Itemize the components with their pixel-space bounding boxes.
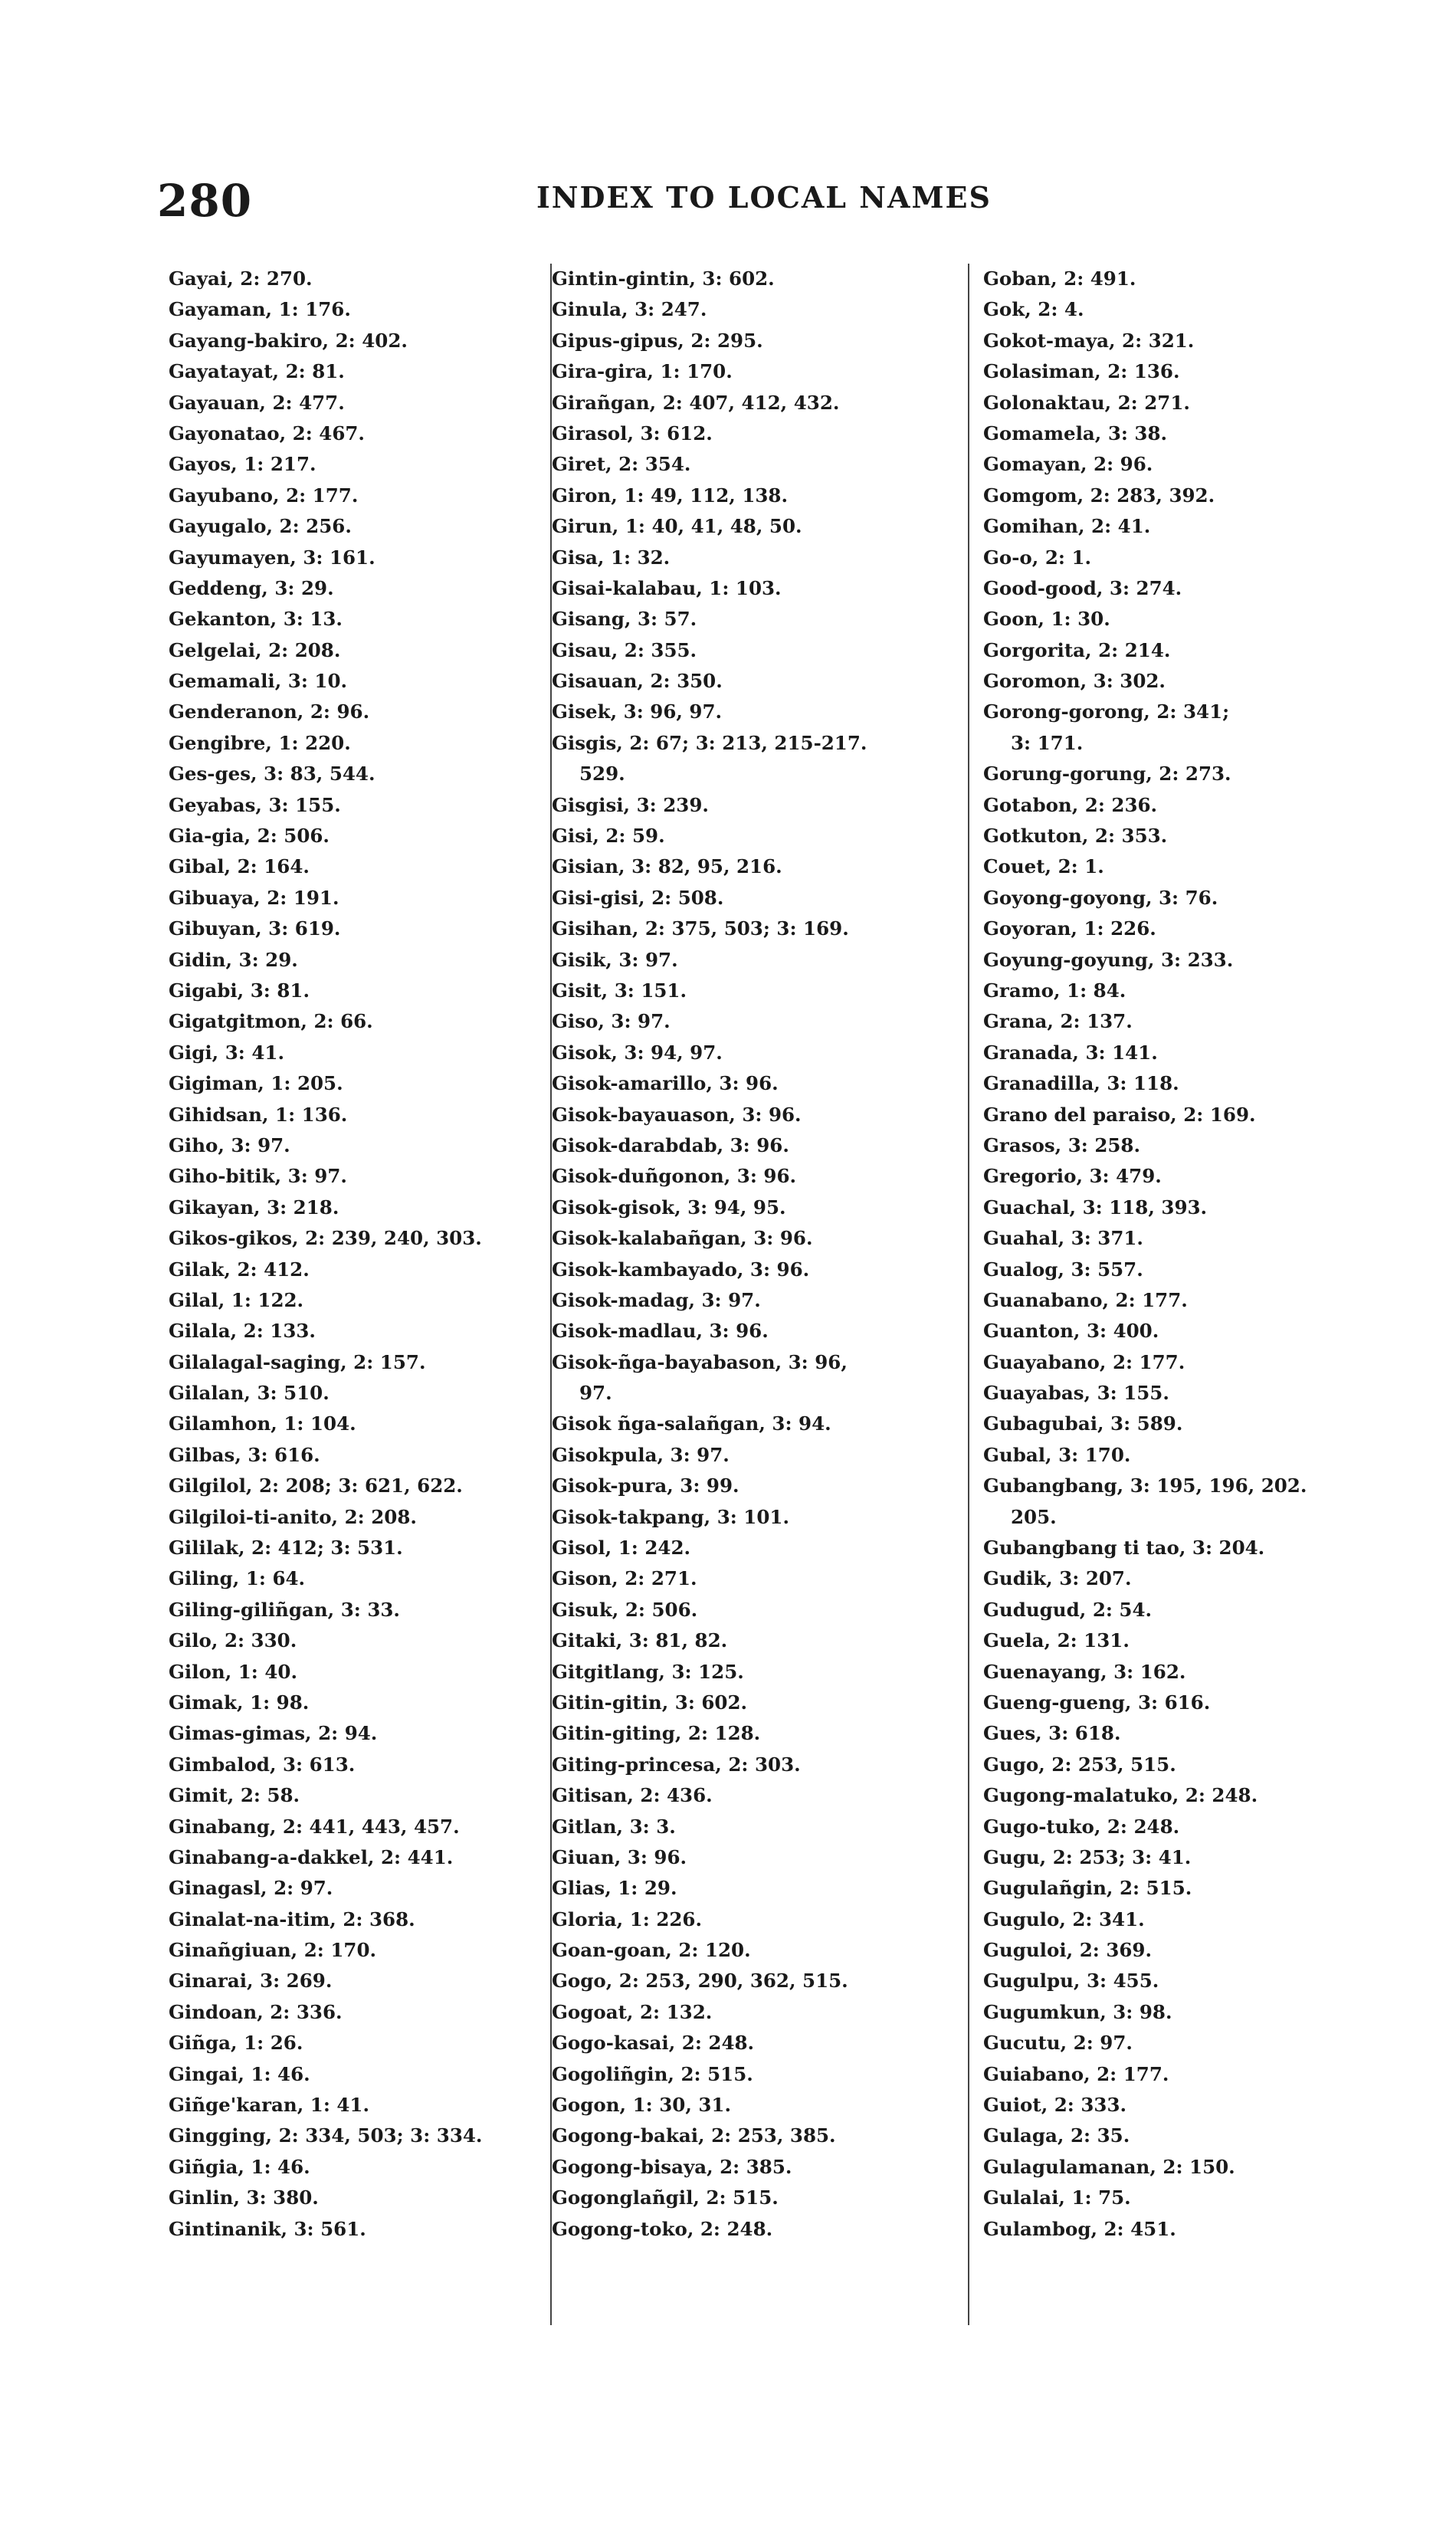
index-entry: Guachal, 3: 118, 393. (983, 1196, 1208, 1219)
index-entry: Giho, 3: 97. (169, 1133, 290, 1156)
index-entry: Giling, 1: 64. (169, 1567, 306, 1590)
index-entry: Guanabano, 2: 177. (983, 1288, 1188, 1311)
index-entry: Gudugud, 2: 54. (983, 1598, 1153, 1621)
index-entry: Gisi-gisi, 2: 508. (552, 886, 724, 909)
index-entry: Gregorio, 3: 479. (983, 1165, 1162, 1188)
index-entry: Couet, 2: 1. (983, 855, 1104, 878)
index-entry: Gimas-gimas, 2: 94. (169, 1722, 378, 1745)
index-entry: Gogo-kasai, 2: 248. (552, 2032, 755, 2055)
index-entry: Gomgom, 2: 283, 392. (983, 484, 1215, 507)
index-entry: Gilak, 2: 412. (169, 1258, 310, 1281)
index-entry: Ges-ges, 3: 83, 544. (169, 763, 375, 786)
index-entry: Gilon, 1: 40. (169, 1660, 297, 1683)
index-entry: Gisok-duñgonon, 3: 96. (552, 1165, 797, 1188)
index-entry: Gisi, 2: 59. (552, 825, 665, 848)
index-entry: Grana, 2: 137. (983, 1010, 1133, 1033)
index-entry: Gomamela, 3: 38. (983, 422, 1168, 444)
index-entry: Gekanton, 3: 13. (169, 608, 343, 631)
index-entry: Gayai, 2: 270. (169, 267, 313, 290)
index-entry: Gintinanik, 3: 561. (169, 2217, 366, 2240)
index-entry: Gitisan, 2: 436. (552, 1784, 713, 1807)
index-entry: Gugulpu, 3: 455. (983, 1970, 1159, 1993)
index-entry: Gilal, 1: 122. (169, 1288, 304, 1311)
index-entry: Goyong-goyong, 3: 76. (983, 886, 1218, 909)
index-entry: Gilgilol, 2: 208; 3: 621, 622. (169, 1474, 463, 1497)
index-entry: Gisuk, 2: 506. (552, 1598, 698, 1621)
index-entry: Gayugalo, 2: 256. (169, 515, 352, 538)
index-column-1 (169, 264, 552, 2245)
index-entry: Gisol, 1: 242. (552, 1537, 691, 1560)
index-entry: Gibal, 2: 164. (169, 855, 310, 878)
index-entry: Gimbalod, 3: 613. (169, 1753, 356, 1776)
index-entry: Gilgiloi-ti-anito, 2: 208. (169, 1505, 417, 1528)
index-entry: Gulalai, 1: 75. (983, 2186, 1131, 2209)
index-entry: Geyabas, 3: 155. (169, 793, 341, 816)
index-entry: Gueng-gueng, 3: 616. (983, 1691, 1211, 1714)
index-entry: Gigatgitmon, 2: 66. (169, 1010, 373, 1033)
index-entry: Gorung-gorung, 2: 273. (983, 763, 1231, 786)
index-entry: Gilamhon, 1: 104. (169, 1412, 356, 1435)
index-entry: Gigabi, 3: 81. (169, 979, 310, 1002)
index-entry: Gidin, 3: 29. (169, 948, 298, 971)
index-entry: Gikayan, 3: 218. (169, 1196, 339, 1219)
index-entry: Gotabon, 2: 236. (983, 793, 1158, 816)
index-entry: Grasos, 3: 258. (983, 1133, 1140, 1156)
index-entry: Gitgitlang, 3: 125. (552, 1660, 744, 1683)
index-entry: Gisik, 3: 97. (552, 948, 678, 971)
index-entry: Gokot-maya, 2: 321. (983, 329, 1195, 352)
index-entry: Gisok-bayauason, 3: 96. (552, 1103, 802, 1126)
index-entry: Gisok-gisok, 3: 94, 95. (552, 1196, 786, 1219)
page-number: 280 (157, 175, 253, 227)
index-entry: Gogoliñgin, 2: 515. (552, 2062, 753, 2085)
index-entry: Giho-bitik, 3: 97. (169, 1165, 347, 1188)
index-entry: Gogoat, 2: 132. (552, 2000, 713, 2023)
index-entry: Giuan, 3: 96. (552, 1845, 687, 1868)
index-entry: Gogong-bisaya, 2: 385. (552, 2155, 792, 2178)
index-column-3 (983, 264, 1412, 2245)
index-entry: Gramo, 1: 84. (983, 979, 1126, 1002)
index-entry: Gubagubai, 3: 589. (983, 1412, 1183, 1435)
index-entry: Goromon, 3: 302. (983, 670, 1166, 693)
index-entry: Guiabano, 2: 177. (983, 2062, 1169, 2085)
index-entry: Gloria, 1: 226. (552, 1907, 703, 1930)
index-entry: Gira-gira, 1: 170. (552, 360, 733, 383)
index-entry: Gimak, 1: 98. (169, 1691, 310, 1714)
index-entry: Guguloi, 2: 369. (983, 1939, 1152, 1962)
index-entry: Gikos-gikos, 2: 239, 240, 303. (169, 1227, 482, 1250)
index-entry: Grano del paraiso, 2: 169. (983, 1103, 1256, 1126)
index-entry: Gisek, 3: 96, 97. (552, 700, 723, 723)
index-entry: Gubangbang, 3: 195, 196, 202. (983, 1474, 1307, 1497)
index-entry: Gisauan, 2: 350. (552, 670, 723, 693)
index-entry: Gisok-madlau, 3: 96. (552, 1320, 769, 1343)
index-entry: Gitin-giting, 2: 128. (552, 1722, 761, 1745)
index-entry: Gigi, 3: 41. (169, 1041, 284, 1064)
index-entry: Gitaki, 3: 81, 82. (552, 1629, 728, 1652)
index-entry: Gisgis, 2: 67; 3: 213, 215-217. (552, 731, 867, 754)
index-entry: Gayubano, 2: 177. (169, 484, 359, 507)
index-entry: Gualog, 3: 557. (983, 1258, 1143, 1281)
index-entry: Gomayan, 2: 96. (983, 453, 1153, 476)
index-entry: Gisok, 3: 94, 97. (552, 1041, 723, 1064)
index-entry: Granadilla, 3: 118. (983, 1072, 1179, 1095)
index-entry: 3: 171. (1011, 731, 1084, 754)
index-entry: Gisa, 1: 32. (552, 546, 671, 569)
index-entry: Gilo, 2: 330. (169, 1629, 297, 1652)
index-entry: Gisgisi, 3: 239. (552, 793, 709, 816)
index-entry: 529. (579, 763, 625, 786)
index-entry: Gulagulamanan, 2: 150. (983, 2155, 1235, 2178)
index-entry: Gomihan, 2: 41. (983, 515, 1151, 538)
index-entry: Gubal, 3: 170. (983, 1443, 1131, 1466)
index-entry: Ginagasl, 2: 97. (169, 1877, 333, 1900)
index-entry: Gisang, 3: 57. (552, 608, 697, 631)
index-entry: Gisok-kambayado, 3: 96. (552, 1258, 810, 1281)
index-entry: Ginalat-na-itim, 2: 368. (169, 1907, 415, 1930)
index-entry: Girasol, 3: 612. (552, 422, 713, 444)
index-entry: Good-good, 3: 274. (983, 576, 1182, 599)
index-entry: Gugo-tuko, 2: 248. (983, 1815, 1180, 1838)
index-entry: Gisit, 3: 151. (552, 979, 687, 1002)
index-entry: Gugumkun, 3: 98. (983, 2000, 1172, 2023)
index-entry: Glias, 1: 29. (552, 1877, 677, 1900)
index-entry: Guayabano, 2: 177. (983, 1350, 1185, 1373)
index-entry: Gorgorita, 2: 214. (983, 638, 1171, 661)
index-entry: Girañgan, 2: 407, 412, 432. (552, 391, 840, 414)
index-entry: Gitlan, 3: 3. (552, 1815, 676, 1838)
index-entry: Giñga, 1: 26. (169, 2032, 303, 2055)
index-entry: Gayatayat, 2: 81. (169, 360, 345, 383)
index-entry: Goan-goan, 2: 120. (552, 1939, 751, 1962)
index-entry: Gayonatao, 2: 467. (169, 422, 365, 444)
index-entry: Gipus-gipus, 2: 295. (552, 329, 763, 352)
index-entry: Granada, 3: 141. (983, 1041, 1158, 1064)
index-entry: Gogo, 2: 253, 290, 362, 515. (552, 1970, 848, 1993)
index-entry: Geddeng, 3: 29. (169, 576, 334, 599)
index-entry: Golasiman, 2: 136. (983, 360, 1180, 383)
index-entry: Giron, 1: 49, 112, 138. (552, 484, 788, 507)
column-divider (968, 264, 969, 2325)
running-head: INDEX TO LOCAL NAMES (536, 180, 992, 215)
index-entry: Gitin-gitin, 3: 602. (552, 1691, 748, 1714)
index-entry: Ginabang, 2: 441, 443, 457. (169, 1815, 460, 1838)
index-entry: Giso, 3: 97. (552, 1010, 671, 1033)
index-entry: Gisok-madag, 3: 97. (552, 1288, 761, 1311)
index-entry: Gibuaya, 2: 191. (169, 886, 339, 909)
index-entry: Goyung-goyung, 3: 233. (983, 948, 1234, 971)
index-entry: Gubangbang ti tao, 3: 204. (983, 1537, 1265, 1560)
index-entry: Gok, 2: 4. (983, 298, 1084, 321)
index-entry: Giñge'karan, 1: 41. (169, 2094, 370, 2117)
index-entry: Gucutu, 2: 97. (983, 2032, 1133, 2055)
index-entry: Giñgia, 1: 46. (169, 2155, 310, 2178)
index-entry: Gulambog, 2: 451. (983, 2217, 1176, 2240)
index-column-2 (536, 264, 966, 2245)
index-entry: Gia-gia, 2: 506. (169, 825, 330, 848)
index-entry: 97. (579, 1382, 612, 1405)
index-entry: Golonaktau, 2: 271. (983, 391, 1190, 414)
index-entry: Gisok-ñga-bayabason, 3: 96, (552, 1350, 848, 1373)
index-entry: Girun, 1: 40, 41, 48, 50. (552, 515, 802, 538)
index-entry: Gogon, 1: 30, 31. (552, 2094, 732, 2117)
index-entry: Gogong-bakai, 2: 253, 385. (552, 2124, 836, 2147)
index-entry: Goyoran, 1: 226. (983, 917, 1156, 940)
index-entry: Gayaman, 1: 176. (169, 298, 351, 321)
index-entry: 205. (1011, 1505, 1057, 1528)
index-entry: Guayabas, 3: 155. (983, 1382, 1169, 1405)
index-entry: Gugong-malatuko, 2: 248. (983, 1784, 1258, 1807)
index-entry: Gorong-gorong, 2: 341; (983, 700, 1230, 723)
index-entry: Gayauan, 2: 477. (169, 391, 345, 414)
index-entry: Gisokpula, 3: 97. (552, 1443, 730, 1466)
index-entry: Gotkuton, 2: 353. (983, 825, 1168, 848)
index-entry: Gisai-kalabau, 1: 103. (552, 576, 782, 599)
index-entry: Ginañgiuan, 2: 170. (169, 1939, 377, 1962)
index-entry: Gayang-bakiro, 2: 402. (169, 329, 408, 352)
index-entry: Gogonglañgil, 2: 515. (552, 2186, 779, 2209)
index-entry: Gindoan, 2: 336. (169, 2000, 343, 2023)
index-entry: Gison, 2: 271. (552, 1567, 697, 1590)
index-entry: Goon, 1: 30. (983, 608, 1110, 631)
index-entry: Gugulo, 2: 341. (983, 1907, 1145, 1930)
index-entry: Giret, 2: 354. (552, 453, 691, 476)
index-entry: Gemamali, 3: 10. (169, 670, 348, 693)
index-entry: Guahal, 3: 371. (983, 1227, 1143, 1250)
index-entry: Genderanon, 2: 96. (169, 700, 370, 723)
index-entry: Gisok-takpang, 3: 101. (552, 1505, 789, 1528)
index-entry: Gibuyan, 3: 619. (169, 917, 341, 940)
index-entry: Gingai, 1: 46. (169, 2062, 310, 2085)
index-entry: Ginula, 3: 247. (552, 298, 707, 321)
index-entry: Gayos, 1: 217. (169, 453, 316, 476)
index-entry: Gimit, 2: 58. (169, 1784, 300, 1807)
index-entry: Guanton, 3: 400. (983, 1320, 1159, 1343)
index-entry: Gulaga, 2: 35. (983, 2124, 1130, 2147)
index-entry: Gisok ñga-salañgan, 3: 94. (552, 1412, 831, 1435)
index-entry: Ginlin, 3: 380. (169, 2186, 319, 2209)
index-entry: Gihidsan, 1: 136. (169, 1103, 348, 1126)
index-entry: Guenayang, 3: 162. (983, 1660, 1186, 1683)
index-entry: Gingging, 2: 334, 503; 3: 334. (169, 2124, 483, 2147)
index-entry: Gudik, 3: 207. (983, 1567, 1132, 1590)
index-entry: Gisok-kalabañgan, 3: 96. (552, 1227, 813, 1250)
index-entry: Gayumayen, 3: 161. (169, 546, 375, 569)
index-entry: Gilalan, 3: 510. (169, 1382, 330, 1405)
index-entry: Gelgelai, 2: 208. (169, 638, 341, 661)
index-entry: Gigiman, 1: 205. (169, 1072, 343, 1095)
index-entry: Guiot, 2: 333. (983, 2094, 1127, 2117)
index-entry: Gililak, 2: 412; 3: 531. (169, 1537, 403, 1560)
index-entry: Gengibre, 1: 220. (169, 731, 351, 754)
index-entry: Gilala, 2: 133. (169, 1320, 316, 1343)
index-entry: Gisian, 3: 82, 95, 216. (552, 855, 782, 878)
index-entry: Ginarai, 3: 269. (169, 1970, 333, 1993)
index-entry: Gintin-gintin, 3: 602. (552, 267, 775, 290)
index-entry: Gisok-pura, 3: 99. (552, 1474, 739, 1497)
index-entry: Giting-princesa, 2: 303. (552, 1753, 801, 1776)
index-entry: Gugulañgin, 2: 515. (983, 1877, 1192, 1900)
index-entry: Gilalagal-saging, 2: 157. (169, 1350, 426, 1373)
index-entry: Gisok-darabdab, 3: 96. (552, 1133, 789, 1156)
index-entry: Ginabang-a-dakkel, 2: 441. (169, 1845, 454, 1868)
index-entry: Gogong-toko, 2: 248. (552, 2217, 773, 2240)
index-entry: Gisok-amarillo, 3: 96. (552, 1072, 779, 1095)
index-entry: Giling-giliñgan, 3: 33. (169, 1598, 400, 1621)
index-entry: Gugu, 2: 253; 3: 41. (983, 1845, 1192, 1868)
index-entry: Gisau, 2: 355. (552, 638, 697, 661)
index-entry: Go-o, 2: 1. (983, 546, 1092, 569)
index-entry: Gisihan, 2: 375, 503; 3: 169. (552, 917, 849, 940)
index-entry: Gugo, 2: 253, 515. (983, 1753, 1176, 1776)
index-entry: Goban, 2: 491. (983, 267, 1136, 290)
index-entry: Gilbas, 3: 616. (169, 1443, 320, 1466)
index-entry: Gues, 3: 618. (983, 1722, 1121, 1745)
index-entry: Guela, 2: 131. (983, 1629, 1130, 1652)
